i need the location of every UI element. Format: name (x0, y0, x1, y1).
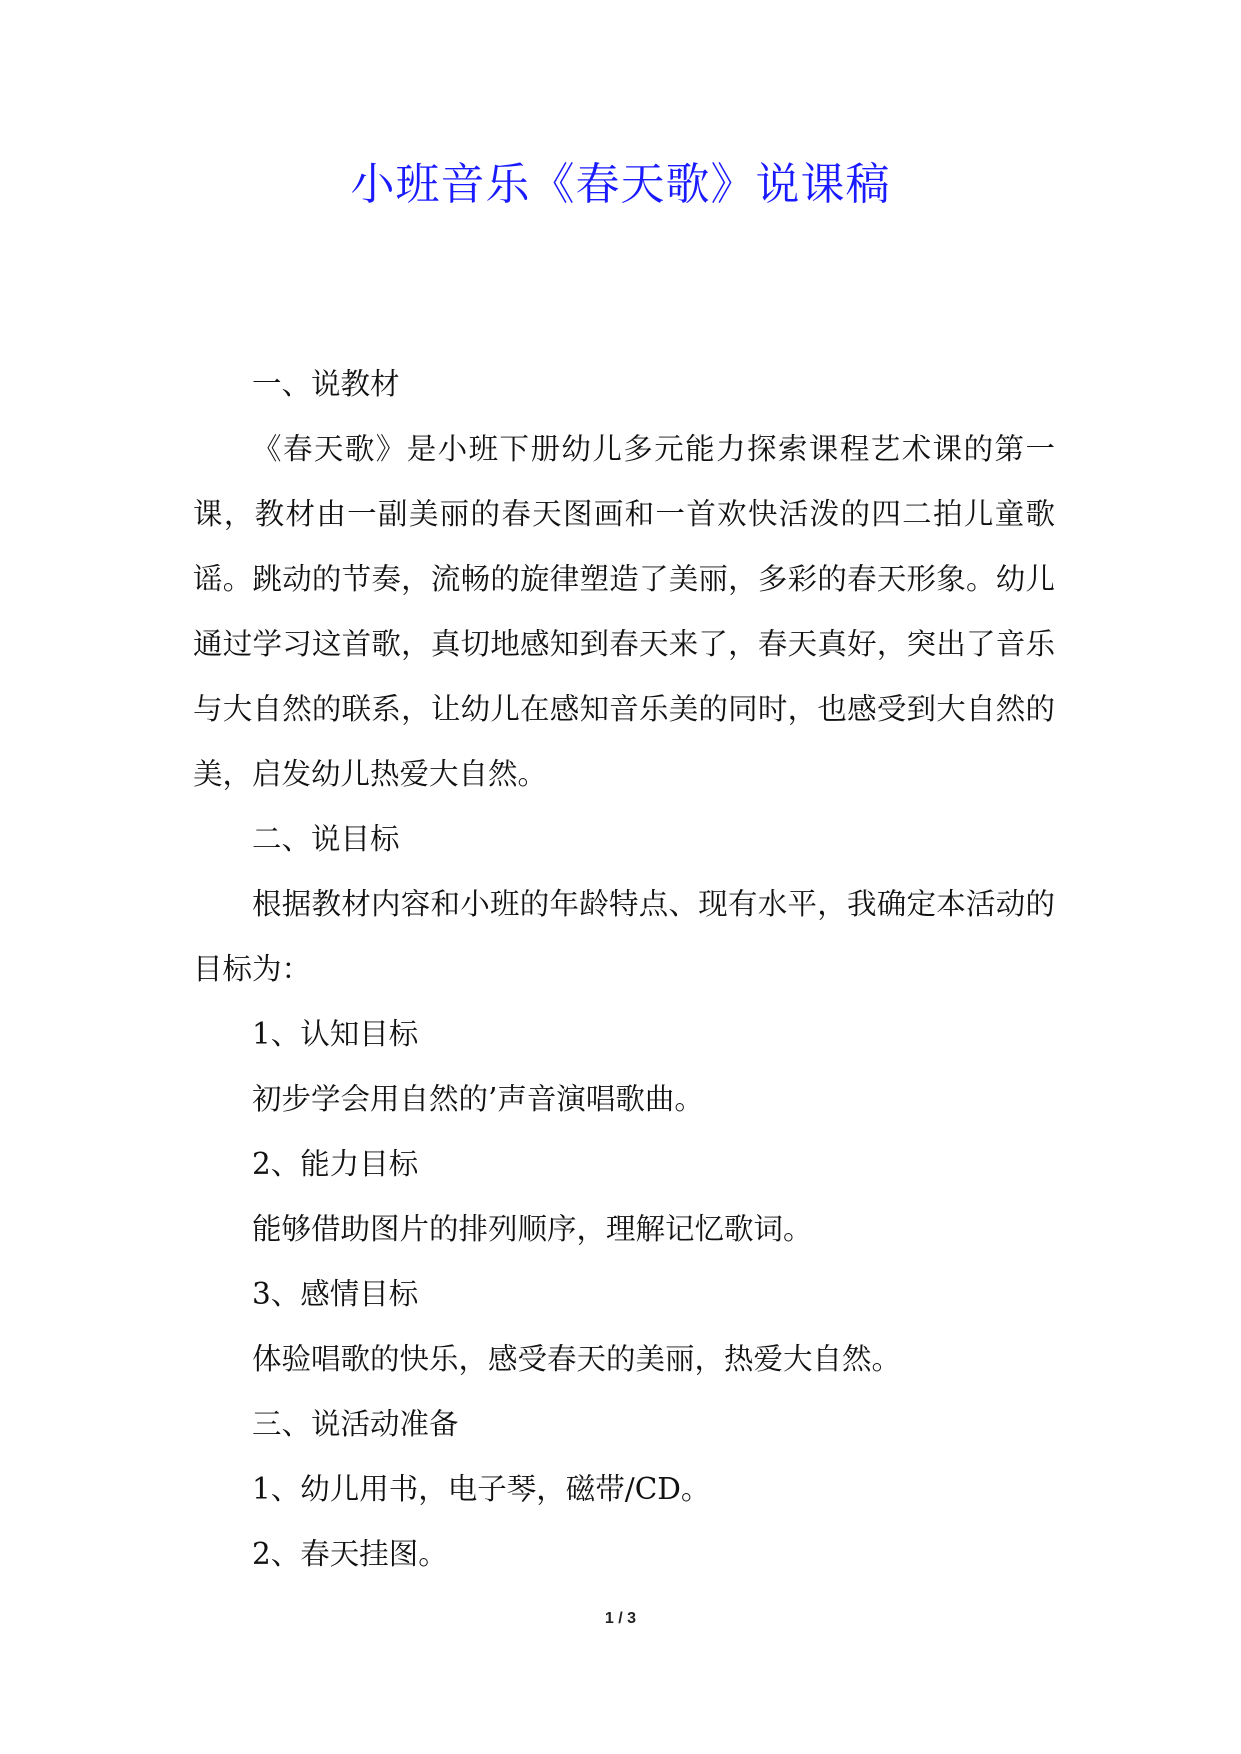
document-body (193, 352, 1055, 1587)
list-item-preparation-2: 2、春天挂图。 (252, 1537, 448, 1571)
paragraph-materials: 《春天歌》是小班下册幼儿多元能力探索课程艺术课的第一课，教材由一副美丽的春天图画和一首欢快活泼的四二拍儿童歌谣。跳动的节奏，流畅的旋律塑造了美丽，多彩的春天形象。幼儿通过学习这首歌，真切地感知到春天来了，春天真好，突出了音乐与大自然的联系，让幼儿在感知音乐美的同时，也感受到大自然的美，启发幼儿热爱大自然。 (193, 432, 1055, 791)
subheading-ability-goal: 2、能力目标 (252, 1147, 419, 1181)
paragraph-goals-intro: 根据教材内容和小班的年龄特点、现有水平，我确定本活动的目标为： (193, 887, 1055, 986)
list-item-preparation-1: 1、幼儿用书，电子琴，磁带/CD。 (252, 1472, 711, 1506)
page-number: 1 / 3 (604, 1610, 637, 1627)
document-title: 小班音乐《春天歌》说课稿 (350, 159, 891, 210)
section-heading-goals: 二、说目标 (252, 822, 400, 856)
paragraph-cognitive-goal: 初步学会用自然的’声音演唱歌曲。 (252, 1082, 704, 1116)
paragraph-emotion-goal: 体验唱歌的快乐，感受春天的美丽，热爱大自然。 (252, 1342, 902, 1376)
section-heading-materials: 一、说教材 (252, 367, 400, 401)
subheading-emotion-goal: 3、感情目标 (252, 1277, 419, 1311)
subheading-cognitive-goal: 1、认知目标 (252, 1017, 419, 1051)
section-heading-preparation: 三、说活动准备 (252, 1407, 459, 1441)
paragraph-ability-goal: 能够借助图片的排列顺序，理解记忆歌词。 (252, 1212, 813, 1246)
